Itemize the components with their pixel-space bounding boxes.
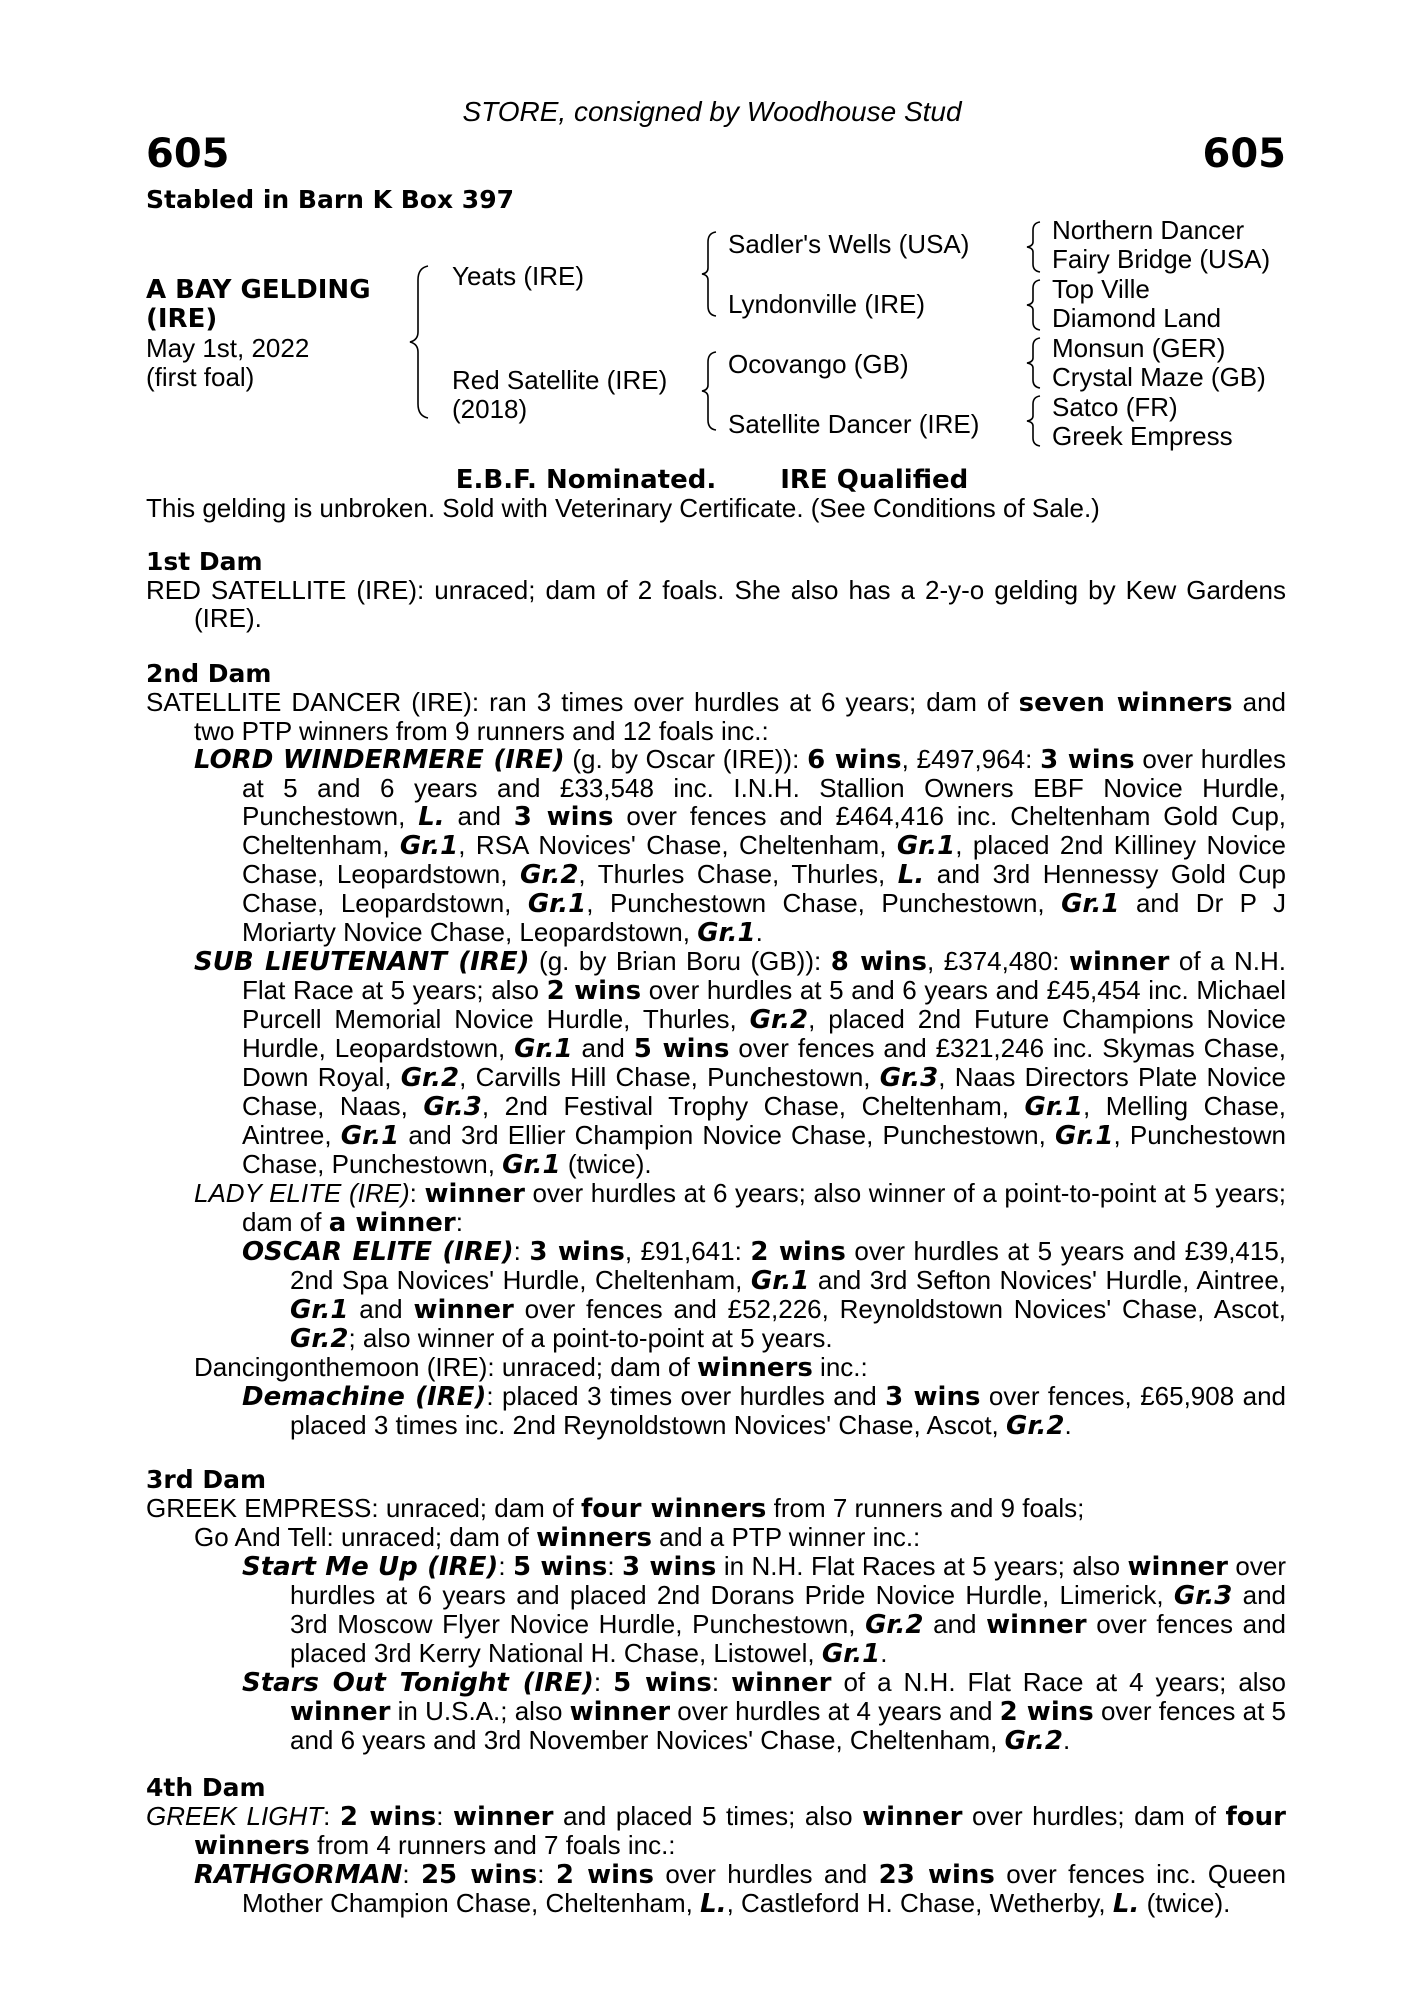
text-run: Gr.2 [1006,1411,1065,1441]
text-run: Stars Out Tonight (IRE) [242,1668,594,1698]
second-dam-intro-text: SATELLITE DANCER (IRE): ran 3 times over hurdles at 6 years; dam of [146,687,1019,717]
text-run: 5 wins [633,1034,730,1064]
first-dam-heading: 1st Dam [146,547,263,576]
consignment-line: STORE, consigned by Woodhouse Stud [462,96,962,127]
text-run: , Punchestown Chase, Punchestown, [586,888,1062,918]
text-run: , Thurles Chase, Thurles, [578,859,898,889]
text-run: : [409,1178,425,1208]
text-run: . [755,917,763,947]
text-run: over hurdles at 4 years and [670,1696,1000,1726]
text-run: over hurdles at 6 years; also winner of a point-to-point at 5 years; dam of [242,1178,1287,1237]
text-run: winner [731,1668,832,1698]
text-run: Gr.1 [527,889,587,919]
first-dam-section [146,548,1286,632]
text-run: , 2nd Festival Trophy Chase, Cheltenham, [481,1091,1025,1121]
text-run: winners [696,1353,813,1383]
second-dam-intro-tail: and two PTP winners from 9 runners and 12 foals inc.: [194,687,1287,746]
pedigree-g3-crystal-maze: Crystal Maze (GB) [1052,362,1266,392]
text-run: Gr.3 [1173,1581,1233,1611]
text-run: from 7 runners and 9 foals; [766,1493,1085,1523]
text-run: ; also winner of a point-to-point at 5 years. [348,1323,833,1353]
foal-note: (first foal) [146,362,255,392]
text-run: Gr.1 [896,831,956,861]
text-run: Gr.1 [1055,1121,1114,1151]
text-run: Gr.1 [290,1295,349,1325]
text-run: Gr.2 [1004,1726,1063,1756]
text-run: 2 wins [555,1860,654,1890]
pedigree-g3-greek-empress: Greek Empress [1052,421,1233,451]
text-run: , £374,480: [927,946,1069,976]
text-run: (twice). [1139,1888,1231,1918]
text-run: RATHGORMAN [194,1860,403,1890]
text-run: and [572,1033,634,1063]
third-dam-intro [146,1494,1286,1523]
pedigree-brace-g3-2 [1024,276,1046,334]
text-run: Gr.3 [423,1092,482,1122]
text-run: winner [1068,947,1170,977]
text-run: 23 wins [878,1860,995,1890]
text-run: and a PTP winner inc.: [651,1522,921,1552]
text-run: Go And Tell: unraced; dam of [194,1522,537,1552]
text-run: : [513,1236,530,1266]
text-run: 6 wins [807,745,902,775]
text-run: , placed 2nd Future Champions Novice Hurdle, Leopardstown, [242,1004,1286,1063]
second-dam-intro [146,688,1286,745]
progeny-lady-elite [146,1179,1286,1237]
text-run: and 3rd Moscow Flyer Novice Hurdle, Punchestown, [290,1580,1286,1639]
text-run: over fences and £52,226, Reynoldstown Novices' Chase, Ascot, [513,1294,1286,1324]
text-run: over hurdles at 5 and 6 years and £45,454 inc. Michael Purcell Memorial Novice Hurdle, Thurles, [242,975,1286,1034]
text-run: , £91,641: [624,1236,751,1266]
text-run: (twice). [560,1149,652,1179]
text-run: four winners [580,1494,767,1524]
text-run: over fences and £464,416 inc. Cheltenham Gold Cup, Cheltenham, [242,801,1287,860]
text-run: LORD WINDERMERE (IRE) [194,745,565,775]
text-run: GREEK EMPRESS: unraced; dam of [146,1493,581,1523]
text-run: over fences at 5 and 6 years and 3rd November Novices' Chase, Cheltenham, [290,1696,1286,1755]
pedigree-brace-dam-line [700,348,722,434]
text-run: from 4 runners and 7 foals inc.: [309,1830,676,1860]
pedigree-sire: Yeats (IRE) [452,261,584,291]
text-run: , Carvills Hill Chase, Punchestown, [459,1062,880,1092]
text-run: (g. by Brian Boru (GB)): [529,946,831,976]
text-run: Gr.1 [502,1150,561,1180]
progeny-go-and-tell [146,1523,1286,1552]
text-run: : [607,1551,623,1581]
text-run: and Dr P J Moriarty Novice Chase, Leopardstown, [242,888,1286,947]
text-run: L. [418,802,445,832]
text-run: over hurdles at 5 years and £39,415, 2nd Spa Novices' Hurdle, Cheltenham, [290,1236,1287,1295]
text-run: winners [536,1523,652,1553]
text-run: 5 wins [513,1552,608,1582]
text-run: and 3rd Sefton Novices' Hurdle, Aintree, [809,1265,1286,1295]
pedigree-g3-fairy-bridge: Fairy Bridge (USA) [1052,244,1271,274]
text-run: Gr.1 [514,1034,573,1064]
text-run: 3 wins [529,1237,625,1267]
pedigree-dam-name: Red Satellite (IRE) [452,365,668,395]
text-run: over hurdles and [654,1859,879,1889]
text-run: winner [986,1610,1087,1640]
pedigree-sire-sire: Sadler's Wells (USA) [728,229,970,259]
text-run: and placed 5 times; also [553,1801,863,1831]
text-run: Demachine (IRE) [242,1382,487,1412]
text-run: , placed 2nd Killiney Novice Chase, Leopardstown, [242,830,1286,889]
text-run: winner [862,1802,963,1832]
pedigree-brace-g3-3 [1024,334,1046,392]
text-run: L. [1112,1889,1140,1919]
progeny-rathgorman [146,1860,1286,1918]
second-dam-heading: 2nd Dam [146,659,272,688]
pedigree-g3-northern-dancer: Northern Dancer [1052,215,1245,245]
text-run: Gr.3 [879,1063,939,1093]
text-run: winner [569,1697,671,1727]
second-dam-section [146,660,1286,1440]
text-run: over fences and £321,246 inc. Skymas Chase, Down Royal, [242,1033,1287,1092]
text-run: Dancingonthemoon (IRE): unraced; dam of [194,1352,697,1382]
text-run: : [498,1551,514,1581]
text-run: Gr.1 [697,918,756,948]
ebf-nominated: E.B.F. Nominated. [455,465,717,495]
pedigree-brace-sire-line [700,228,722,320]
text-run: : [436,1801,453,1831]
stabled-location: Stabled in Barn K Box 397 [146,185,514,214]
text-run: . [880,1638,888,1668]
text-run: 25 wins [420,1860,538,1890]
text-run: LADY ELITE (IRE) [194,1178,410,1208]
third-dam-section [146,1466,1286,1755]
fourth-dam-section [146,1774,1286,1918]
second-dam-intro-bold: seven winners [1018,688,1233,718]
text-run: Gr.1 [399,831,459,861]
progeny-start-me-up [146,1552,1286,1668]
text-run: Gr.1 [750,1266,810,1296]
ire-qualified: IRE Qualified [780,465,969,495]
horse-foal-info [146,334,309,392]
text-run: , Naas Directors Plate Novice Chase, Naas, [242,1062,1286,1121]
text-run: GREEK LIGHT [146,1801,324,1831]
progeny-demachine [146,1382,1286,1440]
text-run: over fences inc. Queen Mother Champion Chase, Cheltenham, [242,1859,1286,1918]
text-run: 3 wins [622,1552,717,1582]
progeny-oscar-elite [146,1237,1286,1353]
text-run: winner [290,1697,391,1727]
text-run: and 3rd Ellier Champion Novice Chase, Punchestown, [399,1120,1056,1150]
text-run: and [444,801,514,831]
text-run: Gr.1 [821,1639,881,1669]
fourth-dam-heading: 4th Dam [146,1773,266,1802]
text-run: , £497,964: [901,744,1041,774]
text-run: in N.H. Flat Races at 5 years; also [716,1551,1128,1581]
text-run: , Melling Chase, Aintree, [242,1091,1287,1150]
text-run: and [348,1294,414,1324]
pedigree-sire-dam: Lyndonville (IRE) [728,289,926,319]
text-run: OSCAR ELITE (IRE) [242,1237,514,1267]
text-run: 2 wins [546,976,642,1006]
text-run: L. [897,860,925,890]
pedigree-g3-top-ville: Top Ville [1052,274,1150,304]
text-run: winner [1127,1552,1228,1582]
text-run: over fences, £65,908 and placed 3 times inc. 2nd Reynoldstown Novices' Chase, Ascot, [290,1381,1287,1440]
text-run: over hurdles; dam of [962,1801,1226,1831]
foaled-date: May 1st, 2022 [146,333,310,363]
text-run: 3 wins [513,802,614,832]
text-run: over hurdles at 6 years and placed 2nd Dorans Pride Novice Hurdle, Limerick, [290,1551,1286,1610]
text-run: winner [453,1802,554,1832]
text-run: 3 wins [1040,745,1135,775]
text-run: Start Me Up (IRE) [242,1552,499,1582]
text-run: . [1063,1725,1071,1755]
first-dam-text: RED SATELLITE (IRE): unraced; dam of 2 foals. She also has a 2-y-o gelding by Kew Gardens (IRE). [146,575,1286,633]
pedigree-brace-g3-1 [1024,218,1046,276]
text-run: : [593,1667,614,1697]
pedigree-g3-monsun: Monsun (GER) [1052,333,1226,363]
progeny-sub-lieutenant [146,947,1286,1179]
text-run: L. [700,1889,727,1919]
horse-description [146,276,371,334]
text-run: of a N.H. Flat Race at 4 years; also [831,1667,1287,1697]
text-run: winner [413,1295,514,1325]
horse-name-line1: A BAY GELDING [146,275,371,305]
text-run: inc.: [812,1352,868,1382]
text-run: : [402,1859,421,1889]
text-run: Gr.1 [1061,889,1120,919]
pedigree-dam-year: (2018) [452,394,528,424]
third-dam-heading: 3rd Dam [146,1465,266,1494]
text-run: 8 wins [830,947,928,977]
text-run: SUB LIEUTENANT (IRE) [194,947,530,977]
text-run: : [711,1667,732,1697]
text-run: a winner [328,1208,456,1238]
text-run: Gr.2 [749,1005,809,1035]
fourth-dam-intro [146,1802,1286,1860]
sale-conditions: This gelding is unbroken. Sold with Veterinary Certificate. (See Conditions of Sale.) [146,493,1100,523]
pedigree-dam [452,366,667,424]
pedigree-dam-dam: Satellite Dancer (IRE) [728,409,980,439]
lot-number-right: 605 [1202,131,1286,177]
lot-number-left: 605 [146,131,230,177]
pedigree-brace-sire-dam [408,262,436,422]
text-run: four winners [194,1802,1286,1861]
text-run: winner [424,1179,525,1209]
text-run: and [923,1609,987,1639]
text-run: , RSA Novices' Chase, Cheltenham, [458,830,897,860]
text-run: over hurdles at 5 and 6 years and £33,548 inc. I.N.H. Stallion Owners EBF Novice Hurdle, Punchestown, [242,744,1287,831]
progeny-dancingonthemoon [146,1353,1286,1382]
pedigree-dam-sire: Ocovango (GB) [728,349,909,379]
text-run: and 3rd Hennessy Gold Cup Chase, Leopardstown, [242,859,1287,918]
text-run: Gr.1 [340,1121,400,1151]
text-run: (g. by Oscar (IRE)): [564,744,808,774]
text-run: . [1064,1410,1072,1440]
text-run: 2 wins [339,1802,437,1832]
progeny-lord-windermere [146,745,1286,947]
text-run: 2 wins [750,1237,846,1267]
pedigree-g3-satco: Satco (FR) [1052,392,1178,422]
text-run: Gr.2 [400,1063,460,1093]
text-run: : [537,1859,556,1889]
text-run: over fences and placed 3rd Kerry National H. Chase, Listowel, [290,1609,1287,1668]
text-run: : [455,1207,463,1237]
text-run: : placed 3 times over hurdles and [486,1381,886,1411]
pedigree-g3-diamond-land: Diamond Land [1052,303,1222,333]
text-run: in U.S.A.; also [390,1696,570,1726]
text-run: Gr.2 [290,1324,349,1354]
horse-name-line2: (IRE) [146,304,218,334]
text-run: 2 wins [999,1697,1094,1727]
text-run: Gr.1 [1024,1092,1083,1122]
text-run: , Castleford H. Chase, Wetherby, [726,1888,1113,1918]
text-run: Gr.2 [865,1610,924,1640]
text-run: : [323,1801,340,1831]
text-run: 3 wins [885,1382,981,1412]
text-run: of a N.H. Flat Race at 5 years; also [242,946,1286,1005]
text-run: Gr.2 [519,860,579,890]
pedigree-brace-g3-4 [1024,392,1046,450]
text-run: , Punchestown Chase, Punchestown, [242,1120,1286,1179]
text-run: 5 wins [613,1668,712,1698]
progeny-stars-out-tonight [146,1668,1286,1755]
nominations-line [0,466,1424,494]
